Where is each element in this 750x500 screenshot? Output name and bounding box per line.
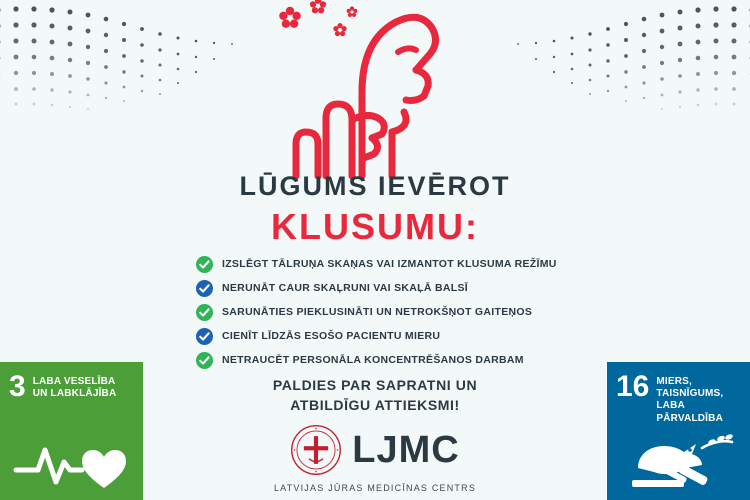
rule-text: SARUNĀTIES PIEKLUSINĀTI UN NETROKŠŅOT GAITEŅOS: [222, 306, 533, 318]
list-item: [196, 304, 596, 321]
dove-gavel-icon: [607, 424, 750, 494]
flower-decoration: [279, 0, 357, 36]
sdg-goal-3-tile: [0, 362, 143, 500]
ljmc-wordmark: LJMC: [352, 429, 460, 471]
headline: [0, 172, 750, 245]
list-item: [196, 280, 596, 297]
thanks-line-1: PALDIES PAR SAPRATNI UN: [272, 377, 478, 393]
heartbeat-icon: [0, 432, 143, 494]
ljmc-seal-icon: [290, 424, 342, 476]
sdg-goal-16-title-line-2: LABA PĀRVALDĪBA: [656, 400, 724, 424]
sdg-goal-16-title-line-1: MIERS, TAISNĪGUMS,: [656, 376, 724, 400]
check-circle-icon: [196, 304, 213, 321]
headline-line-1: LŪGUMS IEVĒROT: [239, 171, 511, 201]
sdg-goal-3-number: 3: [9, 370, 26, 403]
check-circle-icon: [196, 280, 213, 297]
ljmc-caption: LATVIJAS JŪRAS MEDICĪNAS CENTRS: [273, 483, 477, 493]
rule-text: IZSLĒGT TĀLRUŅA SKAŅAS VAI IZMANTOT KLUSUMA REŽĪMU: [222, 258, 557, 270]
check-circle-icon: [196, 328, 213, 345]
check-circle-icon: [196, 352, 213, 369]
rule-text: CIENĪT LĪDZĀS ESOŠO PACIENTU MIERU: [222, 330, 441, 342]
list-item: [196, 352, 596, 369]
headline-line-2: KLUSUMU:: [271, 205, 479, 247]
shushing-face-with-flowers-illustration: [0, 0, 750, 180]
thanks-line-2: ATBILDĪGU ATTIEKSMI!: [290, 397, 460, 414]
check-circle-icon: [196, 256, 213, 273]
rules-list: [196, 256, 596, 376]
sdg-goal-16-tile: [607, 362, 750, 500]
rule-text: NETRAUCĒT PERSONĀLA KONCENTRĒŠANOS DARBAM: [222, 354, 524, 366]
list-item: [196, 328, 596, 345]
list-item: [196, 256, 596, 273]
sdg-goal-3-title-line-1: LABA VESELĪBA: [32, 376, 116, 387]
sdg-goal-16-number: 16: [616, 370, 650, 403]
sdg-goal-3-title-line-2: UN LABKLĀJĪBA: [32, 388, 117, 400]
rule-text: NERUNĀT CAUR SKAĻRUNI VAI SKAĻĀ BALSĪ: [222, 282, 468, 294]
